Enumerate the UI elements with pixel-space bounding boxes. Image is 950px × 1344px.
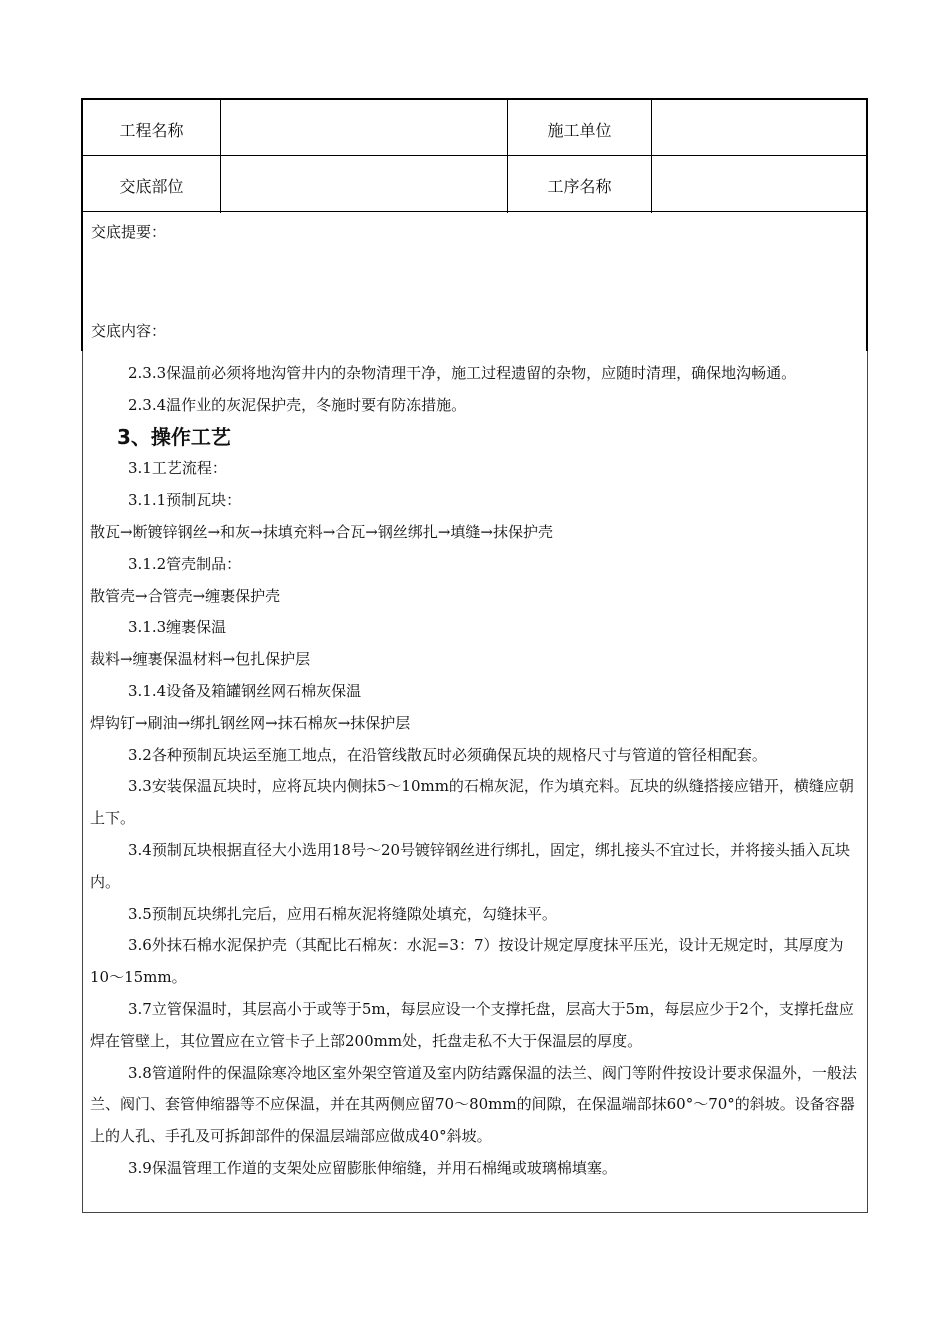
content-right-border — [867, 351, 868, 1213]
box-right-border — [866, 211, 868, 351]
content-bottom-border — [82, 1212, 868, 1213]
summary-label: 交底提要： — [91, 223, 167, 241]
table-col-divider — [651, 100, 652, 213]
content-label: 交底内容： — [91, 322, 167, 340]
box-left-border — [81, 211, 83, 351]
paragraph-3-6: 3.6外抹石棉水泥保护壳（其配比石棉灰：水泥=3：7）按设计规定厚度抹平压光，设计无规定时，其厚度为10～15mm。 — [90, 936, 844, 987]
table-bottom-line — [83, 211, 866, 212]
paragraph-3-1: 3.1工艺流程： — [128, 459, 227, 478]
paragraph-3-1-1: 3.1.1预制瓦块： — [128, 491, 242, 510]
project-name-label: 工程名称 — [119, 121, 184, 140]
paragraph-3-7: 3.7立管保温时，其层高小于或等于5m，每层应设一个支撑托盘，层高大于5m，每层应少于2个，支撑托盘应焊在管壁上，其位置应在立管卡子上部200mm处，托盘走私不大于保温层的厚度。 — [90, 999, 854, 1050]
table-col-divider — [220, 100, 221, 213]
paragraph-3-8: 3.8管道附件的保温除寒冷地区室外架空管道及室内防结露保温的法兰、阀门等附件按设计要求保温外，一般法兰、阀门、套管伸缩器等不应保温，并在其两侧应留70～80mm的间隙，在保温端部抹60°～70°的斜坡。设备容器上的人孔、手孔及可拆卸部件的保温层端部应做成40°斜坡。 — [90, 1063, 857, 1146]
table-row-divider — [83, 155, 866, 156]
paragraph-3-1-4: 3.1.4设备及箱罐钢丝网石棉灰保温 — [128, 681, 362, 700]
paragraph-2-3-4: 2.3.4温作业的灰泥保护壳，冬施时要有防冻措施。 — [128, 395, 467, 414]
paragraph-3-1-3: 3.1.3缠裹保温 — [128, 618, 227, 637]
content-left-border — [82, 351, 83, 1213]
flow-3-1-4: 焊钩钉→刷油→绑扎钢丝网→抹石棉灰→抹保护层 — [90, 713, 411, 732]
paragraph-3-2: 3.2各种预制瓦块运至施工地点，在沿管线散瓦时必须确保瓦块的规格尺寸与管道的管径相配套。 — [128, 745, 767, 764]
flow-3-1-1: 散瓦→断镀锌钢丝→和灰→抹填充料→合瓦→钢丝绑扎→填缝→抹保护壳 — [90, 522, 553, 541]
content-body — [90, 358, 860, 1185]
header-table — [81, 98, 868, 211]
process-label: 工序名称 — [547, 177, 612, 196]
flow-3-1-2: 散管壳→合管壳→缠裹保护壳 — [90, 586, 281, 605]
paragraph-3-5: 3.5预制瓦块绑扎完后，应用石棉灰泥将缝隙处填充，勾缝抹平。 — [128, 904, 557, 923]
section-3-title: 3、操作工艺 — [117, 424, 231, 449]
paragraph-2-3-3: 2.3.3保温前必须将地沟管井内的杂物清理干净，施工过程遗留的杂物，应随时清理，确保地沟畅通。 — [128, 364, 797, 382]
paragraph-3-9: 3.9保温管理工作道的支架处应留膨胀伸缩缝，并用石棉绳或玻璃棉填塞。 — [128, 1158, 617, 1177]
paragraph-3-1-2: 3.1.2管壳制品： — [128, 554, 242, 573]
contractor-label: 施工单位 — [547, 121, 612, 140]
paragraph-3-4: 3.4预制瓦块根据直径大小选用18号～20号镀锌钢丝进行绑扎，固定，绑扎接头不宜过长，并将接头插入瓦块内。 — [90, 840, 851, 891]
location-label: 交底部位 — [119, 177, 184, 196]
paragraph-3-3: 3.3安装保温瓦块时，应将瓦块内侧抹5～10mm的石棉灰泥，作为填充料。瓦块的纵缝搭接应错开，横缝应朝上下。 — [90, 777, 854, 828]
flow-3-1-3: 裁料→缠裹保温材料→包扎保护层 — [90, 650, 311, 669]
